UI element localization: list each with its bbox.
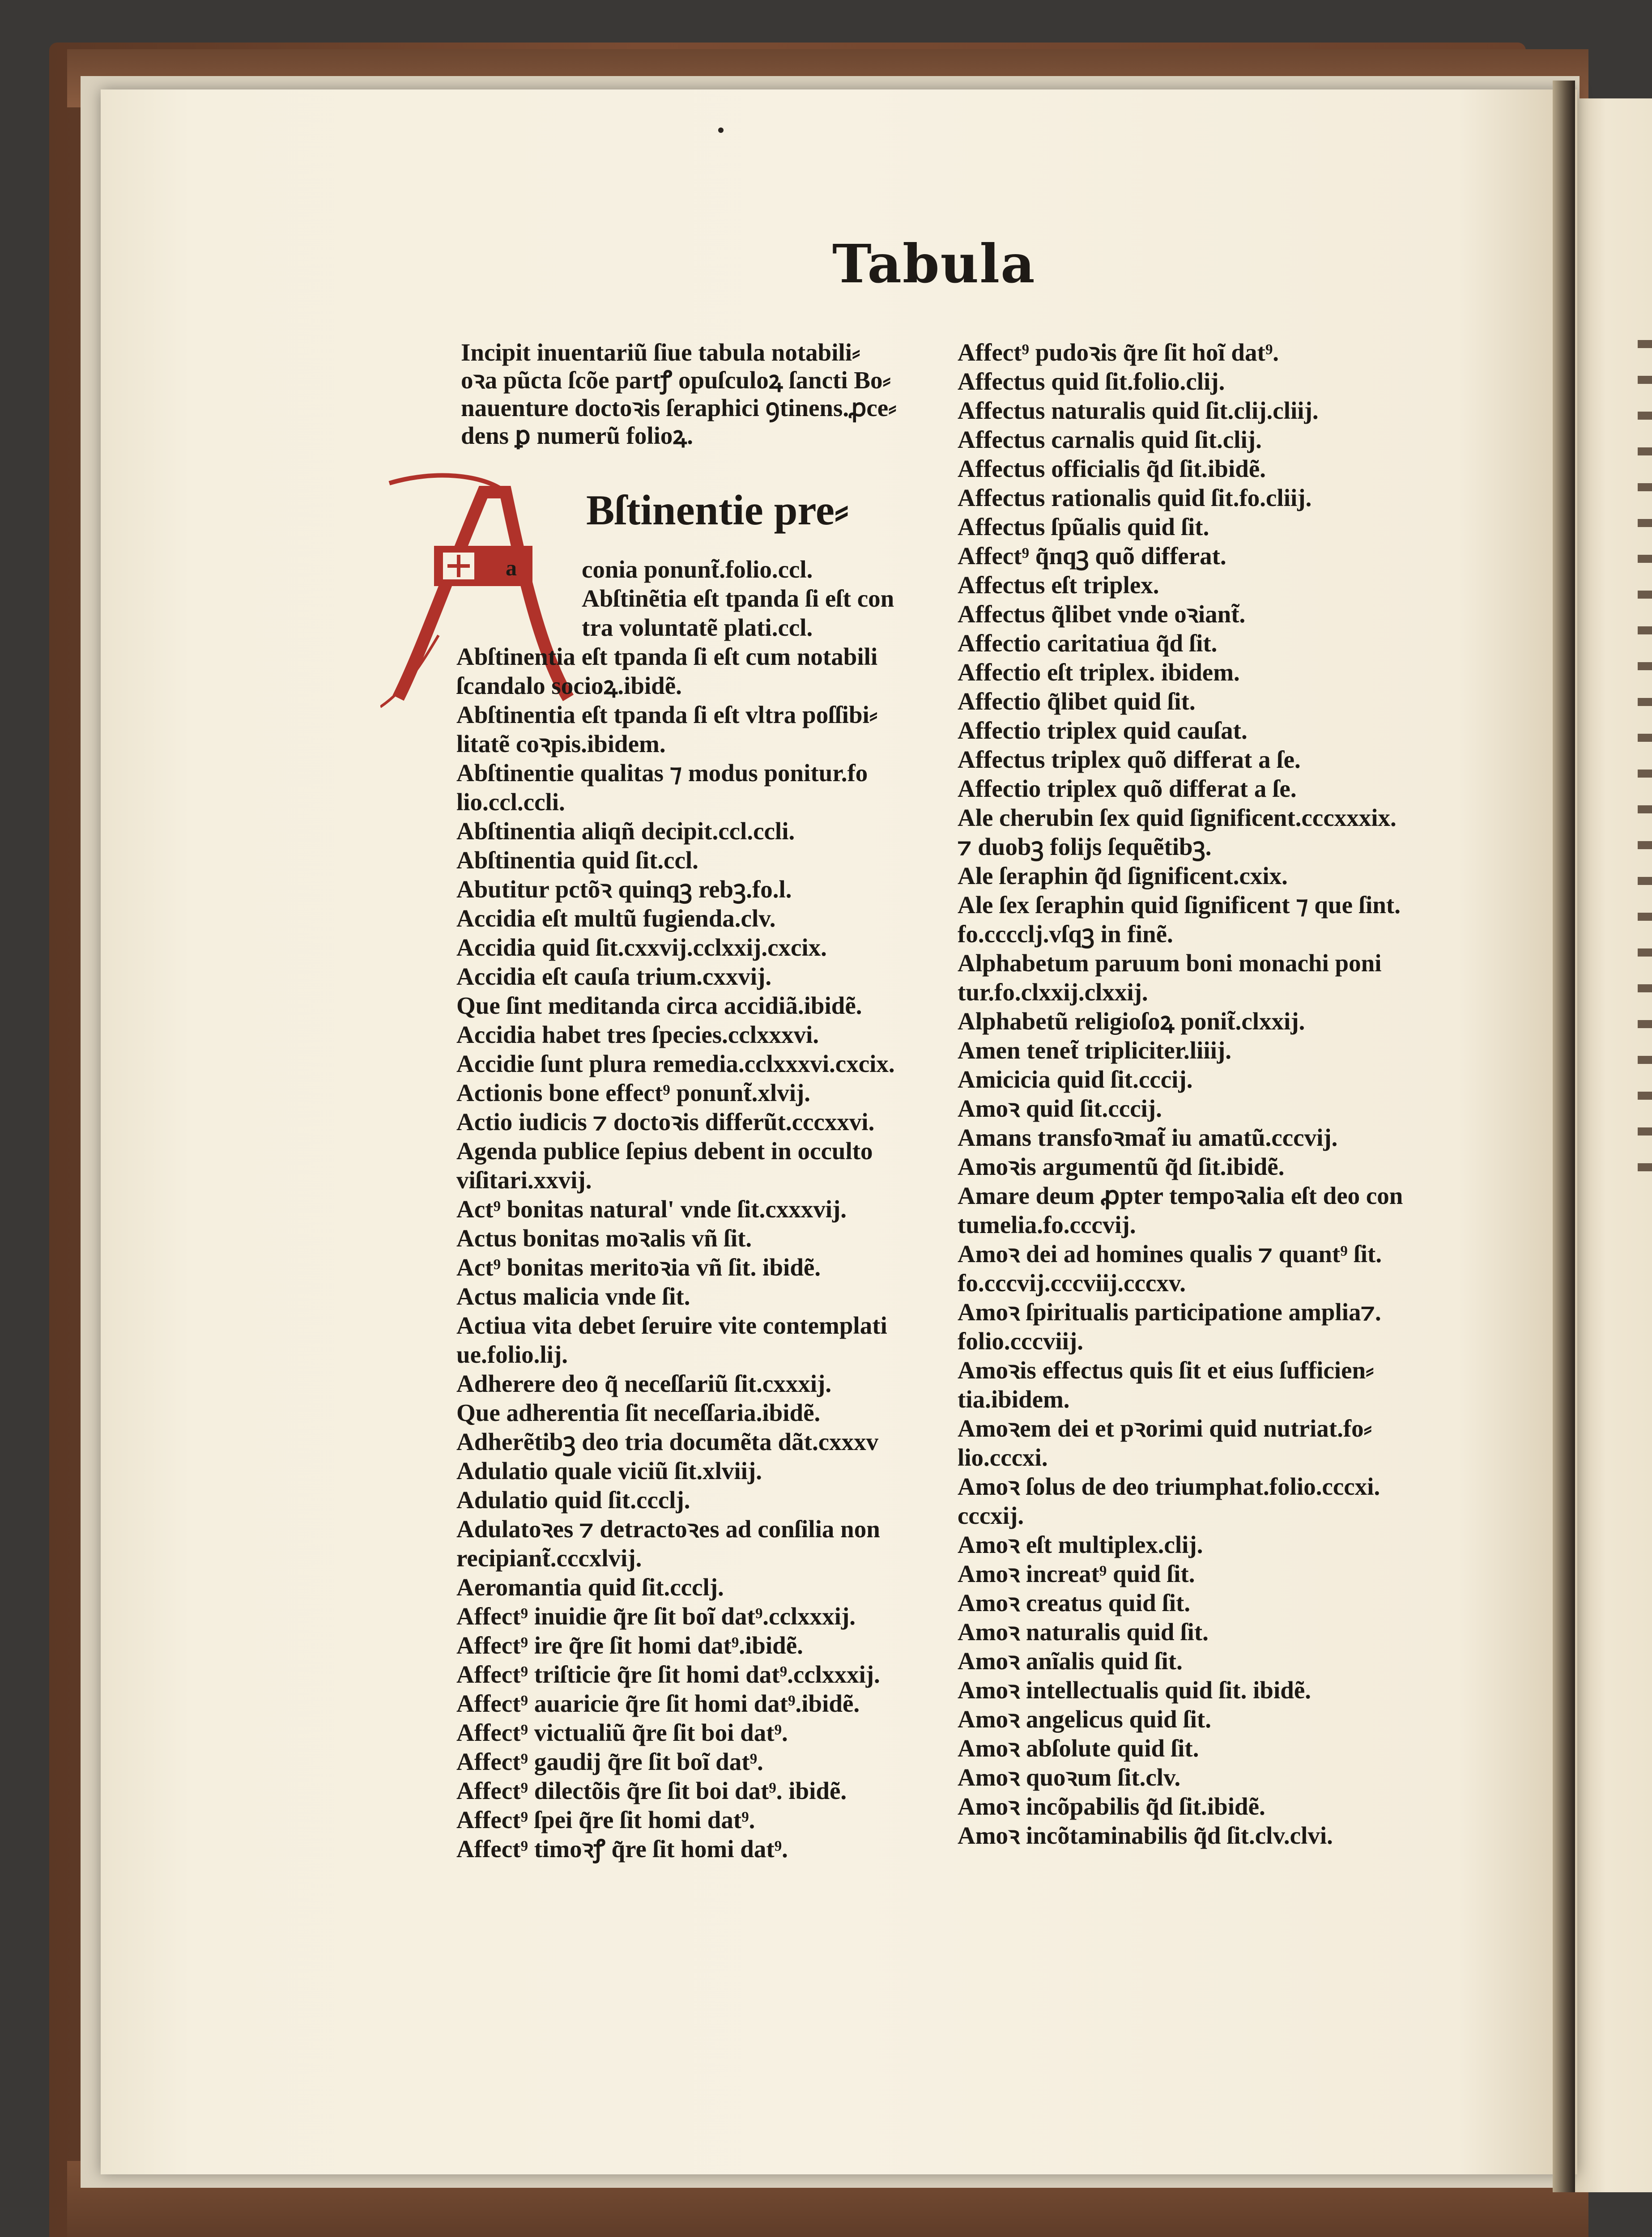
index-entry: Amicicia quid ſit.cccij. — [958, 1066, 1193, 1093]
index-entry: Abſtinentia aliqñ decipit.ccl.ccli. — [456, 817, 795, 845]
index-entry: Affect⁹ q̃nqꝫ quõ differat. — [958, 542, 1226, 570]
index-entry: Que ſint meditanda circa accidiã.ibidẽ. — [456, 992, 862, 1019]
index-entry: Amoꝛ increat⁹ quid ſit. — [958, 1560, 1195, 1587]
initial-entry-heading: Bſtinentie pre⸗ — [586, 486, 849, 534]
index-column-left — [456, 642, 913, 1863]
index-entry: Affect⁹ pudoꝛis q̃re ſit hoĩ dat⁹. — [958, 339, 1279, 366]
index-entry: Accidie ſunt plura remedia.cclxxxvi.cxcix. — [456, 1050, 895, 1077]
index-entry: Amans transfoꝛmat̃ iu amatũ.cccvij. — [958, 1124, 1338, 1151]
index-entry: tumelia.fo.cccvij. — [958, 1211, 1136, 1238]
index-entry: Adherẽtibꝫ deo tria documẽta dãt.cxxxv — [456, 1428, 879, 1455]
index-entry: Affect⁹ auaricie q̃re ſit homi dat⁹.ibidẽ. — [456, 1690, 860, 1717]
index-entry: Ale ſex ſeraphin quid ſignificent ⁊ que ſint. — [958, 891, 1401, 919]
facing-page-text — [1638, 662, 1652, 670]
index-entry: Alphabetum paruum boni monachi poni — [958, 949, 1382, 977]
index-entry: Actus bonitas moꝛalis vñ ſit. — [456, 1225, 752, 1252]
facing-page-text — [1638, 877, 1652, 885]
index-entry: Ale cherubin ſex quid ſignificent.cccxxxix. — [958, 804, 1397, 831]
entry-line: tra voluntatẽ plati.ccl. — [582, 614, 813, 641]
index-entry: recipiant̃.cccxlvij. — [456, 1544, 642, 1572]
initial-entry-lines — [582, 555, 895, 642]
facing-page-text — [1638, 376, 1652, 384]
facing-page-text — [1638, 412, 1652, 420]
index-entry: Adherere deo q̃ neceſſariũ ſit.cxxxij. — [456, 1370, 832, 1397]
index-entry: Amoꝛ ſolus de deo triumphat.folio.cccxi. — [958, 1473, 1380, 1500]
index-entry: Amoꝛ incõtaminabilis q̃d ſit.clv.clvi. — [958, 1822, 1333, 1849]
index-entry: Affectio triplex quid cauſat. — [958, 717, 1248, 744]
facing-page-text — [1638, 698, 1652, 706]
index-entry: Affect⁹ ire q̃re ſit homi dat⁹.ibidẽ. — [456, 1632, 803, 1659]
index-entry: Affect⁹ timoꝛꝭ q̃re ſit homi dat⁹. — [456, 1835, 788, 1863]
facing-page-text — [1638, 1127, 1652, 1136]
index-entry: Accidia eſt cauſa trium.cxxvij. — [456, 963, 772, 990]
facing-page-rubric — [1638, 340, 1652, 348]
index-entry: lio.ccl.ccli. — [456, 788, 565, 816]
index-entry: Amoꝛ angelicus quid ſit. — [958, 1705, 1211, 1733]
index-entry: Amoꝛ naturalis quid ſit. — [958, 1618, 1209, 1646]
index-entry: Amoꝛis argumentũ q̃d ſit.ibidẽ. — [958, 1153, 1285, 1180]
facing-page-text — [1638, 447, 1652, 455]
facing-page-text — [1638, 841, 1652, 849]
index-entry: Adulatio quid ſit.ccclj. — [456, 1486, 690, 1514]
facing-page-text — [1638, 1056, 1652, 1064]
index-entry: Amoꝛis effectus quis ſit et eius ſufficien⸗ — [958, 1357, 1374, 1384]
index-entry: Amoꝛ dei ad homines qualis ⁊ quant⁹ ſit. — [958, 1240, 1382, 1267]
index-entry: ⁊ duobꝫ folijs ſequẽtibꝫ. — [958, 833, 1212, 860]
index-entry: Que adherentia ſit neceſſaria.ibidẽ. — [456, 1399, 821, 1426]
index-entry: folio.cccviij. — [958, 1327, 1083, 1355]
index-entry: ſcandalo socioꝝ.ibidẽ. — [456, 672, 682, 699]
index-entry: Affectus ſpũalis quid ſit. — [958, 513, 1209, 540]
index-entry: Aeromantia quid ſit.ccclj. — [456, 1574, 724, 1601]
index-entry: Adulatoꝛes ⁊ detractoꝛes ad conſilia non — [456, 1515, 880, 1543]
index-entry: Amoꝛ quid ſit.cccij. — [958, 1095, 1162, 1122]
index-entry: Abſtinentia eſt tpanda ſi eſt vltra poſſibi⸗ — [456, 701, 878, 728]
index-entry: viſitari.xxvij. — [456, 1166, 592, 1194]
index-entry: Amoꝛ abſolute quid ſit. — [958, 1735, 1199, 1762]
index-entry: Affectus eſt triplex. — [958, 571, 1159, 599]
guide-letter: a — [506, 555, 517, 580]
facing-page-text — [1638, 519, 1652, 527]
facing-page-text — [1638, 913, 1652, 921]
index-entry: Abſtinentia eſt tpanda ſi eſt cum notabili — [456, 643, 878, 670]
index-entry: Actus malicia vnde ſit. — [456, 1283, 690, 1310]
index-entry: Amoꝛ incõpabilis q̃d ſit.ibidẽ. — [958, 1793, 1265, 1820]
index-entry: Amoꝛ creatus quid ſit. — [958, 1589, 1191, 1616]
index-entry: Affect⁹ victualiũ q̃re ſit boi dat⁹. — [456, 1719, 788, 1746]
index-entry: Act⁹ bonitas natural' vnde ſit.cxxxvij. — [456, 1195, 847, 1223]
index-entry: Affect⁹ ſpei q̃re ſit homi dat⁹. — [456, 1806, 755, 1833]
index-entry: cccxij. — [958, 1502, 1024, 1529]
index-entry: Affectus q̃libet vnde oꝛiant̃. — [958, 600, 1246, 628]
index-entry: Affectio caritatiua q̃d ſit. — [958, 629, 1218, 657]
index-entry: Affectus rationalis quid ſit.fo.cliij. — [958, 484, 1312, 511]
index-column-right — [958, 338, 1436, 1850]
index-entry: Affectus triplex quõ differat a ſe. — [958, 746, 1301, 773]
index-entry: Affectio q̃libet quid ſit. — [958, 688, 1196, 715]
facing-page-text — [1638, 984, 1652, 992]
facing-page-text — [1638, 1163, 1652, 1171]
entry-line: Abſtinẽtia eſt tpanda ſi eſt con — [582, 585, 894, 612]
index-entry: Accidia quid ſit.cxxvij.cclxxij.cxcix. — [456, 934, 827, 961]
index-entry: Amoꝛ anĩalis quid ſit. — [958, 1647, 1183, 1675]
incipit-line: Incipit inuentariũ ſiue tabula notabili⸗ — [461, 339, 860, 366]
index-entry: Affect⁹ inuidie q̃re ſit boĩ dat⁹.cclxxxij. — [456, 1603, 856, 1630]
facing-page-text — [1638, 734, 1652, 742]
index-entry: tia.ibidem. — [958, 1386, 1070, 1413]
index-entry: Amoꝛ ſpiritualis participatione amplia⁊. — [958, 1298, 1381, 1326]
facing-page-text — [1638, 770, 1652, 778]
index-entry: Actio iudicis ⁊ doctoꝛis differũt.cccxxvi. — [456, 1108, 875, 1136]
index-entry: Affect⁹ dilectõis q̃re ſit boi dat⁹. ibidẽ. — [456, 1777, 847, 1804]
index-entry: Affectio triplex quõ differat a ſe. — [958, 775, 1297, 802]
index-entry: Abutitur pctõꝛ quinqꝫ rebꝫ.fo.l. — [456, 876, 792, 903]
ink-speck — [718, 128, 724, 133]
index-entry: tur.fo.clxxij.clxxij. — [958, 978, 1148, 1006]
facing-page-text — [1638, 555, 1652, 563]
page-title: Tabula — [832, 233, 1036, 295]
index-entry: Amoꝛem dei et pꝛorimi quid nutriat.fo⸗ — [958, 1415, 1372, 1442]
index-entry: Affectus quid ſit.folio.clij. — [958, 368, 1225, 395]
facing-page-text — [1638, 805, 1652, 813]
index-entry: ue.folio.lij. — [456, 1341, 568, 1368]
facing-page-text — [1638, 1020, 1652, 1028]
index-entry: Amare deum ꝓpter tempoꝛalia eſt deo con — [958, 1182, 1403, 1209]
index-entry: Affectus carnalis quid ſit.clij. — [958, 426, 1262, 453]
index-entry: Accidia habet tres ſpecies.cclxxxvi. — [456, 1021, 819, 1048]
index-entry: Accidia eſt multũ fugienda.clv. — [456, 905, 776, 932]
incipit-line: dens ꝑ numerũ folioꝝ. — [461, 422, 693, 449]
index-entry: Abſtinentie qualitas ⁊ modus ponitur.fo — [456, 759, 868, 787]
index-entry: Actiua vita debet ſeruire vite contemplati — [456, 1312, 887, 1339]
index-entry: Alphabetũ religioſoꝝ ponit̃.clxxij. — [958, 1008, 1305, 1035]
facing-page-text — [1638, 626, 1652, 634]
index-entry: Ale ſeraphin q̃d ſignificent.cxix. — [958, 862, 1288, 889]
facing-page-text — [1638, 591, 1652, 599]
index-entry: Actionis bone effect⁹ ponunt̃.xlvij. — [456, 1079, 811, 1106]
index-entry: Amoꝛ eſt multiplex.clij. — [958, 1531, 1203, 1558]
index-entry: Affect⁹ triſticie q̃re ſit homi dat⁹.cclxxxij. — [456, 1661, 880, 1688]
index-entry: Act⁹ bonitas meritoꝛia vñ ſit. ibidẽ. — [456, 1254, 821, 1281]
index-entry: Amoꝛ quoꝛum ſit.clv. — [958, 1764, 1181, 1791]
incipit-line: nauenture doctoꝛis ſeraphici ꝯtinens.ꝓce⸗ — [461, 394, 897, 421]
entry-line: conia ponunt̃.folio.ccl. — [582, 556, 813, 583]
index-entry: lio.cccxi. — [958, 1444, 1048, 1471]
facing-page-text — [1638, 948, 1652, 957]
index-entry: Affectus naturalis quid ſit.clij.cliij. — [958, 397, 1319, 424]
index-entry: litatẽ coꝛpis.ibidem. — [456, 730, 666, 757]
facing-page-text — [1638, 1092, 1652, 1100]
book-gutter — [1553, 81, 1575, 2192]
index-entry: Abſtinentia quid ſit.ccl. — [456, 846, 698, 874]
incipit — [461, 338, 931, 449]
facing-page-edge — [1575, 98, 1652, 2192]
index-entry: Adulatio quale viciũ ſit.xlviij. — [456, 1457, 762, 1484]
index-entry: fo.cccvij.cccviij.cccxv. — [958, 1269, 1186, 1297]
index-entry: Affectus officialis q̃d ſit.ibidẽ. — [958, 455, 1266, 482]
index-entry: fo.cccclj.vſqꝫ in finẽ. — [958, 920, 1173, 948]
index-entry: Amoꝛ intellectualis quid ſit. ibidẽ. — [958, 1676, 1311, 1704]
incipit-line: oꝛa pũcta ſcõe partꝭ opuſculoꝝ ſancti Bo⸗ — [461, 366, 891, 394]
index-entry: Amen tenet̃ tripliciter.liiij. — [958, 1037, 1231, 1064]
facing-page-text — [1638, 483, 1652, 491]
index-entry: Affect⁹ gaudij q̃re ſit boĩ dat⁹. — [456, 1748, 763, 1775]
index-entry: Agenda publice ſepius debent in occulto — [456, 1137, 873, 1165]
index-entry: Affectio eſt triplex. ibidem. — [958, 659, 1240, 686]
